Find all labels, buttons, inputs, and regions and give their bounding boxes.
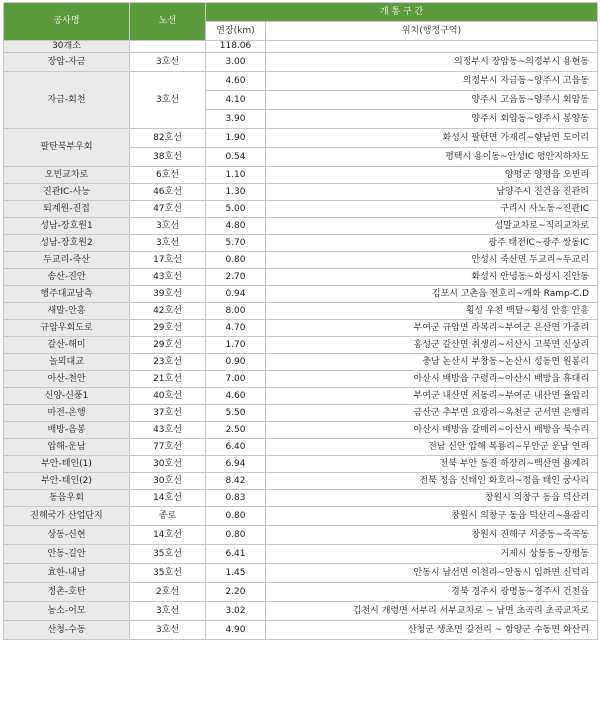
- route-cell: 3호선: [130, 218, 206, 235]
- table-row: [4, 320, 598, 337]
- length-cell: 6.40: [206, 439, 266, 456]
- location-cell: 홍성군 갈산면 취생리~서산시 고북면 신상리: [266, 337, 598, 354]
- header-location: 위치(행정구역): [266, 22, 598, 41]
- length-cell: 6.94: [206, 456, 266, 473]
- location-cell: 김천시 개령면 서부리 서부교차로 ~ 남면 초곡리 초곡교차로: [266, 602, 598, 621]
- table-row: [4, 583, 598, 602]
- location-cell: 화성시 안녕동~화성시 진안동: [266, 269, 598, 286]
- project-name: 정촌-호탄: [4, 583, 130, 602]
- project-name: 진해국가 산업단지: [4, 507, 130, 526]
- length-cell: 0.94: [206, 286, 266, 303]
- location-cell: 김포시 고촌읍 전호리~개화 Ramp-C.D: [266, 286, 598, 303]
- length-cell: 1.30: [206, 184, 266, 201]
- location-cell: 금산군 추부면 요광리~옥천군 군서면 은행리: [266, 405, 598, 422]
- length-cell: 3.02: [206, 602, 266, 621]
- length-cell: 7.00: [206, 371, 266, 388]
- table-row: [4, 337, 598, 354]
- route-cell: 3호선: [130, 235, 206, 252]
- length-cell: 6.41: [206, 545, 266, 564]
- table-row: [4, 53, 598, 72]
- length-cell: 1.90: [206, 129, 266, 148]
- route-cell: 14호선: [130, 526, 206, 545]
- length-cell: 4.60: [206, 388, 266, 405]
- location-cell: 의정부시 장암동~의정부시 용현동: [266, 53, 598, 72]
- route-cell: 35호선: [130, 545, 206, 564]
- location-cell: 창원시 의창구 동읍 덕산리: [266, 490, 598, 507]
- location-cell: 섬말교차로~직리교차로: [266, 218, 598, 235]
- header-project: 공사명: [4, 3, 130, 41]
- location-cell: 전북 정읍 신태인 화호리~정읍 태인 궁사리: [266, 473, 598, 490]
- total-route: [130, 41, 206, 53]
- table-row: [4, 252, 598, 269]
- length-cell: 2.20: [206, 583, 266, 602]
- project-name: 자금-회천: [4, 72, 130, 129]
- table-row: [4, 545, 598, 564]
- table-row: [4, 473, 598, 490]
- project-name: 놀뫼대교: [4, 354, 130, 371]
- table-row: [4, 507, 598, 526]
- route-cell: 3호선: [130, 602, 206, 621]
- location-cell: 전남 신안 압해 복룡리~무안군 운남 연리: [266, 439, 598, 456]
- project-name: 새말-안흥: [4, 303, 130, 320]
- length-cell: 4.60: [206, 72, 266, 91]
- location-cell: 경북 경주시 광명동~경주시 건천읍: [266, 583, 598, 602]
- project-name: 농소-어모: [4, 602, 130, 621]
- project-name: 퇴계원-진접: [4, 201, 130, 218]
- table-row: [4, 490, 598, 507]
- length-cell: 5.50: [206, 405, 266, 422]
- total-row: [4, 41, 598, 53]
- table-row: [4, 167, 598, 184]
- location-cell: 창원시 진해구 서중동~죽곡동: [266, 526, 598, 545]
- length-cell: 0.54: [206, 148, 266, 167]
- location-cell: 구리시 사노동~진관IC: [266, 201, 598, 218]
- project-name: 성남-장호원2: [4, 235, 130, 252]
- route-cell: 40호선: [130, 388, 206, 405]
- length-cell: 1.70: [206, 337, 266, 354]
- length-cell: 4.80: [206, 218, 266, 235]
- table-row: [4, 72, 598, 91]
- project-name: 장암-자금: [4, 53, 130, 72]
- header-section: 개 통 구 간: [206, 3, 598, 22]
- total-name: 30개소: [4, 41, 130, 53]
- length-cell: 4.70: [206, 320, 266, 337]
- table-body: [4, 41, 598, 640]
- route-cell: 30호선: [130, 456, 206, 473]
- project-name: 부안-태인(2): [4, 473, 130, 490]
- location-cell: 창원시 의창구 동읍 덕산리~용잠리: [266, 507, 598, 526]
- table-row: [4, 456, 598, 473]
- location-cell: 양주시 회암동~양주시 봉양동: [266, 110, 598, 129]
- table-row: [4, 184, 598, 201]
- location-cell: 광주 태전IC~광주 쌍동IC: [266, 235, 598, 252]
- header-route: 노선: [130, 3, 206, 41]
- project-name: 규암우회도로: [4, 320, 130, 337]
- road-opening-table: [3, 2, 598, 640]
- length-cell: 0.83: [206, 490, 266, 507]
- table-row: [4, 235, 598, 252]
- project-name: 두교리-죽산: [4, 252, 130, 269]
- location-cell: 산청군 생초면 갈전리 ~ 함양군 수동면 화산리: [266, 621, 598, 640]
- location-cell: 평택시 용이동~안성IC 평안지하차도: [266, 148, 598, 167]
- location-cell: 남양주시 진건읍 진관리: [266, 184, 598, 201]
- location-cell: 아산시 배방읍 구령리~아산시 배방읍 휴대리: [266, 371, 598, 388]
- project-name: 오빈교차로: [4, 167, 130, 184]
- length-cell: 5.00: [206, 201, 266, 218]
- project-name: 배방-음봉: [4, 422, 130, 439]
- route-cell: 42호선: [130, 303, 206, 320]
- length-cell: 3.90: [206, 110, 266, 129]
- route-cell: 47호선: [130, 201, 206, 218]
- length-cell: 8.42: [206, 473, 266, 490]
- project-name: 동읍우회: [4, 490, 130, 507]
- length-cell: 1.10: [206, 167, 266, 184]
- route-cell: 29호선: [130, 337, 206, 354]
- route-cell: 17호선: [130, 252, 206, 269]
- table-row: [4, 286, 598, 303]
- location-cell: 의정부시 자금동~양주시 고읍동: [266, 72, 598, 91]
- route-cell: 38호선: [130, 148, 206, 167]
- total-length: 118.06: [206, 41, 266, 53]
- length-cell: 0.80: [206, 507, 266, 526]
- route-cell: 3호선: [130, 621, 206, 640]
- length-cell: 4.10: [206, 91, 266, 110]
- table-row: [4, 303, 598, 320]
- length-cell: 0.80: [206, 252, 266, 269]
- table-row: [4, 422, 598, 439]
- location-cell: 충남 논산시 부창동~논산시 성동면 원봉리: [266, 354, 598, 371]
- length-cell: 3.00: [206, 53, 266, 72]
- length-cell: 0.90: [206, 354, 266, 371]
- route-cell: 23호선: [130, 354, 206, 371]
- table-row: [4, 129, 598, 148]
- length-cell: 4.90: [206, 621, 266, 640]
- project-name: 성남-장호원1: [4, 218, 130, 235]
- route-cell: 39호선: [130, 286, 206, 303]
- route-cell: 43호선: [130, 422, 206, 439]
- project-name: 행주대교남측: [4, 286, 130, 303]
- route-cell: 37호선: [130, 405, 206, 422]
- route-cell: 82호선: [130, 129, 206, 148]
- length-cell: 0.80: [206, 526, 266, 545]
- location-cell: 안성시 죽산면 두교리~두교리: [266, 252, 598, 269]
- location-cell: 전북 부안 동진 하장리~백산면 용계리: [266, 456, 598, 473]
- table-row: [4, 218, 598, 235]
- project-name: 산청-수동: [4, 621, 130, 640]
- project-name: 압해-운남: [4, 439, 130, 456]
- table-row: [4, 405, 598, 422]
- project-name: 팔탄북부우회: [4, 129, 130, 167]
- project-name: 갈산-해미: [4, 337, 130, 354]
- table-row: [4, 354, 598, 371]
- project-name: 아산-천안: [4, 371, 130, 388]
- route-cell: 43호선: [130, 269, 206, 286]
- project-name: 마전-은행: [4, 405, 130, 422]
- header-length: 연장(km): [206, 22, 266, 41]
- table-row: [4, 201, 598, 218]
- header-row: [4, 3, 598, 22]
- location-cell: 부여군 규암면 라복리~부여군 은산면 가중리: [266, 320, 598, 337]
- table-row: [4, 526, 598, 545]
- route-cell: 3호선: [130, 72, 206, 129]
- table-row: [4, 388, 598, 405]
- project-name: 신양-신풍1: [4, 388, 130, 405]
- project-name: 부안-태인(1): [4, 456, 130, 473]
- table-row: [4, 602, 598, 621]
- location-cell: 횡성 우천 백달~횡성 안흥 안흥: [266, 303, 598, 320]
- project-name: 송산-진안: [4, 269, 130, 286]
- table-row: [4, 621, 598, 640]
- length-cell: 8.00: [206, 303, 266, 320]
- location-cell: 부여군 내산면 저동리~부여군 내산면 율암리: [266, 388, 598, 405]
- project-name: 효한-내남: [4, 564, 130, 583]
- table-row: [4, 269, 598, 286]
- table-row: [4, 564, 598, 583]
- project-name: 안동-길안: [4, 545, 130, 564]
- route-cell: 종로: [130, 507, 206, 526]
- length-cell: 5.70: [206, 235, 266, 252]
- location-cell: 거제시 상동동~장평동: [266, 545, 598, 564]
- route-cell: 6호선: [130, 167, 206, 184]
- location-cell: 화성시 팔탄면 가재리~향남면 도이리: [266, 129, 598, 148]
- route-cell: 21호선: [130, 371, 206, 388]
- route-cell: 14호선: [130, 490, 206, 507]
- route-cell: 46호선: [130, 184, 206, 201]
- project-name: 상동-신현: [4, 526, 130, 545]
- length-cell: 2.70: [206, 269, 266, 286]
- route-cell: 30호선: [130, 473, 206, 490]
- location-cell: 안동시 남선면 이천리~안동시 임하면 신덕리: [266, 564, 598, 583]
- route-cell: 2호선: [130, 583, 206, 602]
- location-cell: 양주시 고읍동~양주시 회암동: [266, 91, 598, 110]
- location-cell: 아산시 배방읍 갈매리~아산시 배방읍 북수리: [266, 422, 598, 439]
- route-cell: 29호선: [130, 320, 206, 337]
- length-cell: 2.50: [206, 422, 266, 439]
- table-row: [4, 371, 598, 388]
- length-cell: 1.45: [206, 564, 266, 583]
- project-name: 진관IC-사능: [4, 184, 130, 201]
- route-cell: 77호선: [130, 439, 206, 456]
- route-cell: 3호선: [130, 53, 206, 72]
- table-row: [4, 439, 598, 456]
- page: [3, 2, 597, 640]
- total-location: [266, 41, 598, 53]
- route-cell: 35호선: [130, 564, 206, 583]
- location-cell: 양평군 양평읍 오빈리: [266, 167, 598, 184]
